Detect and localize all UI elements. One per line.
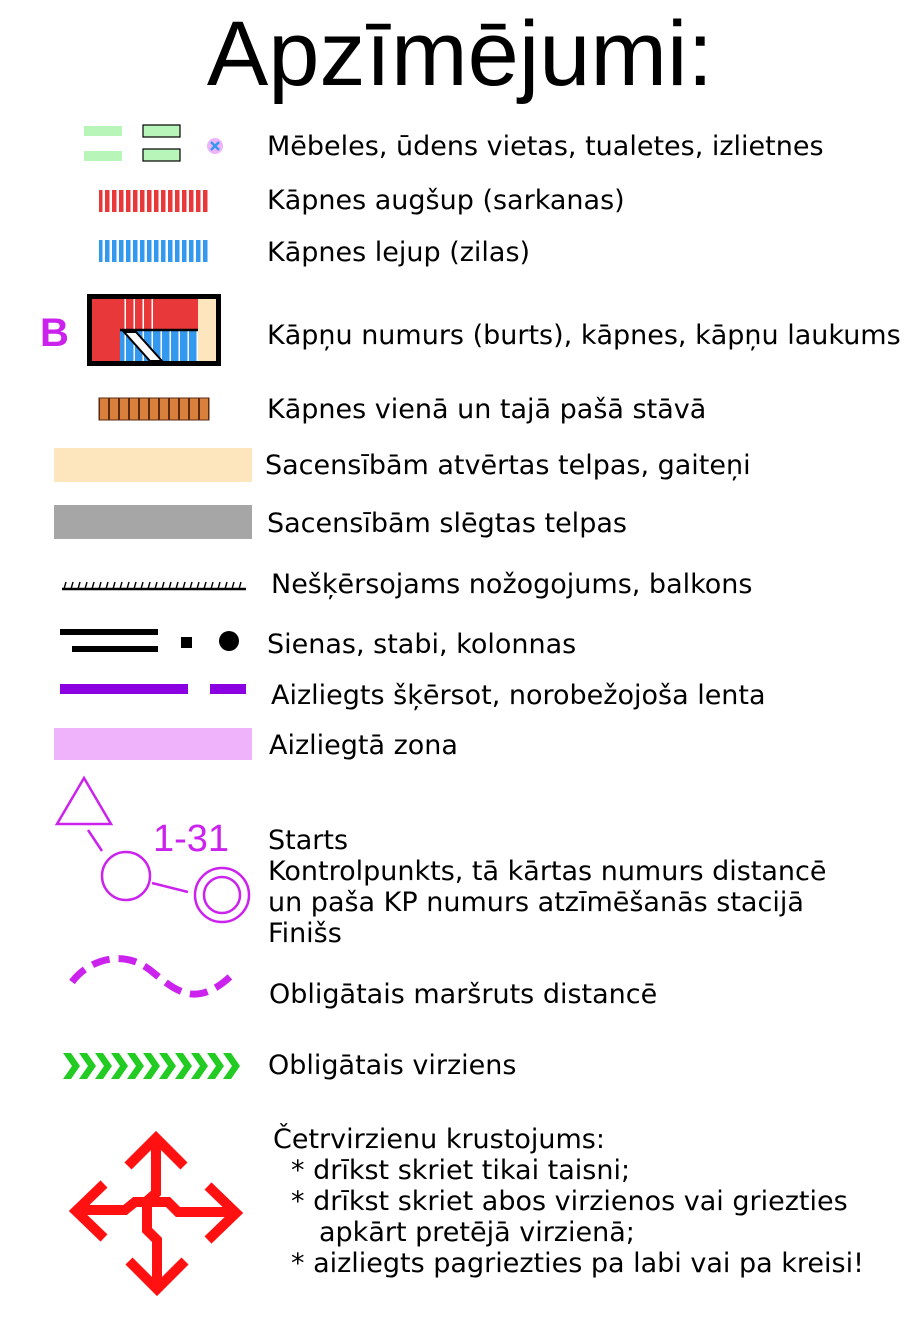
control-number-label: 1-31 [153, 818, 230, 860]
legend-label-open-rooms: Sacensībām atvērtas telpas, gaiteņi [265, 450, 751, 481]
legend-label-railing: Nešķērsojams nožogojums, balkons [271, 569, 753, 600]
legend-label-stairs-number: Kāpņu numurs (burts), kāpnes, kāpņu laukums [267, 320, 901, 351]
legend-label-walls: Sienas, stabi, kolonnas [267, 629, 577, 660]
crossing-rule-3: * aizliegts pagriezties pa labi vai pa kreisi! [291, 1248, 864, 1279]
mandatory-route-symbol [72, 959, 232, 994]
start-triangle-icon [57, 778, 111, 824]
legend-label-control-line1: Kontrolpunkts, tā kārtas numurs distancē [268, 856, 827, 887]
legend-label-course [268, 825, 827, 949]
legend-label-mandatory-route: Obligātais maršruts distancē [269, 979, 658, 1010]
furniture-symbol [84, 125, 223, 161]
crossing-symbol [76, 1138, 236, 1290]
control-circle-icon [102, 852, 150, 900]
staircase-symbol [87, 294, 221, 366]
open-rooms-symbol [54, 448, 252, 482]
crossing-title: Četrvirzienu krustojums: [273, 1124, 605, 1155]
crossing-rule-1: * drīkst skriet tikai taisni; [291, 1155, 631, 1186]
legend-label-start: Starts [268, 825, 349, 856]
legend-label-stairs-same-floor: Kāpnes vienā un tajā pašā stāvā [267, 394, 707, 425]
legend-label-furniture: Mēbeles, ūdens vietas, tualetes, izlietnes [267, 131, 824, 162]
legend-label-crossing [273, 1124, 864, 1279]
closed-rooms-symbol [54, 505, 252, 539]
legend-label-closed-rooms: Sacensībām slēgtas telpas [267, 508, 627, 539]
stairs-letter: B [40, 311, 69, 355]
legend-label-mandatory-direction: Obligātais virziens [268, 1050, 517, 1081]
legend-label-forbidden-line: Aizliegts šķērsot, norobežojoša lenta [271, 680, 766, 711]
legend-label-forbidden-zone: Aizliegtā zona [269, 730, 458, 761]
stairs-down-symbol [99, 240, 209, 262]
stairs-same-floor-symbol [99, 398, 209, 420]
stairs-up-symbol [99, 190, 209, 212]
legend-label-stairs-up: Kāpnes augšup (sarkanas) [267, 185, 625, 216]
forbidden-zone-symbol [54, 728, 252, 760]
railing-symbol [62, 582, 246, 589]
walls-symbol [60, 629, 239, 652]
page-title: Apzīmējumi: [206, 3, 714, 105]
crossing-rule-2b: apkārt pretējā virzienā; [319, 1217, 635, 1248]
crossing-rule-2a: * drīkst skriet abos virzienos vai griezties [291, 1186, 848, 1217]
forbidden-line-symbol [60, 684, 246, 694]
legend-label-control-line2: un paša KP numurs atzīmēšanās stacijā [268, 887, 804, 918]
legend-label-finish: Finišs [268, 918, 342, 949]
mandatory-direction-symbol [63, 1053, 240, 1079]
legend-label-stairs-down: Kāpnes lejup (zilas) [267, 237, 531, 268]
